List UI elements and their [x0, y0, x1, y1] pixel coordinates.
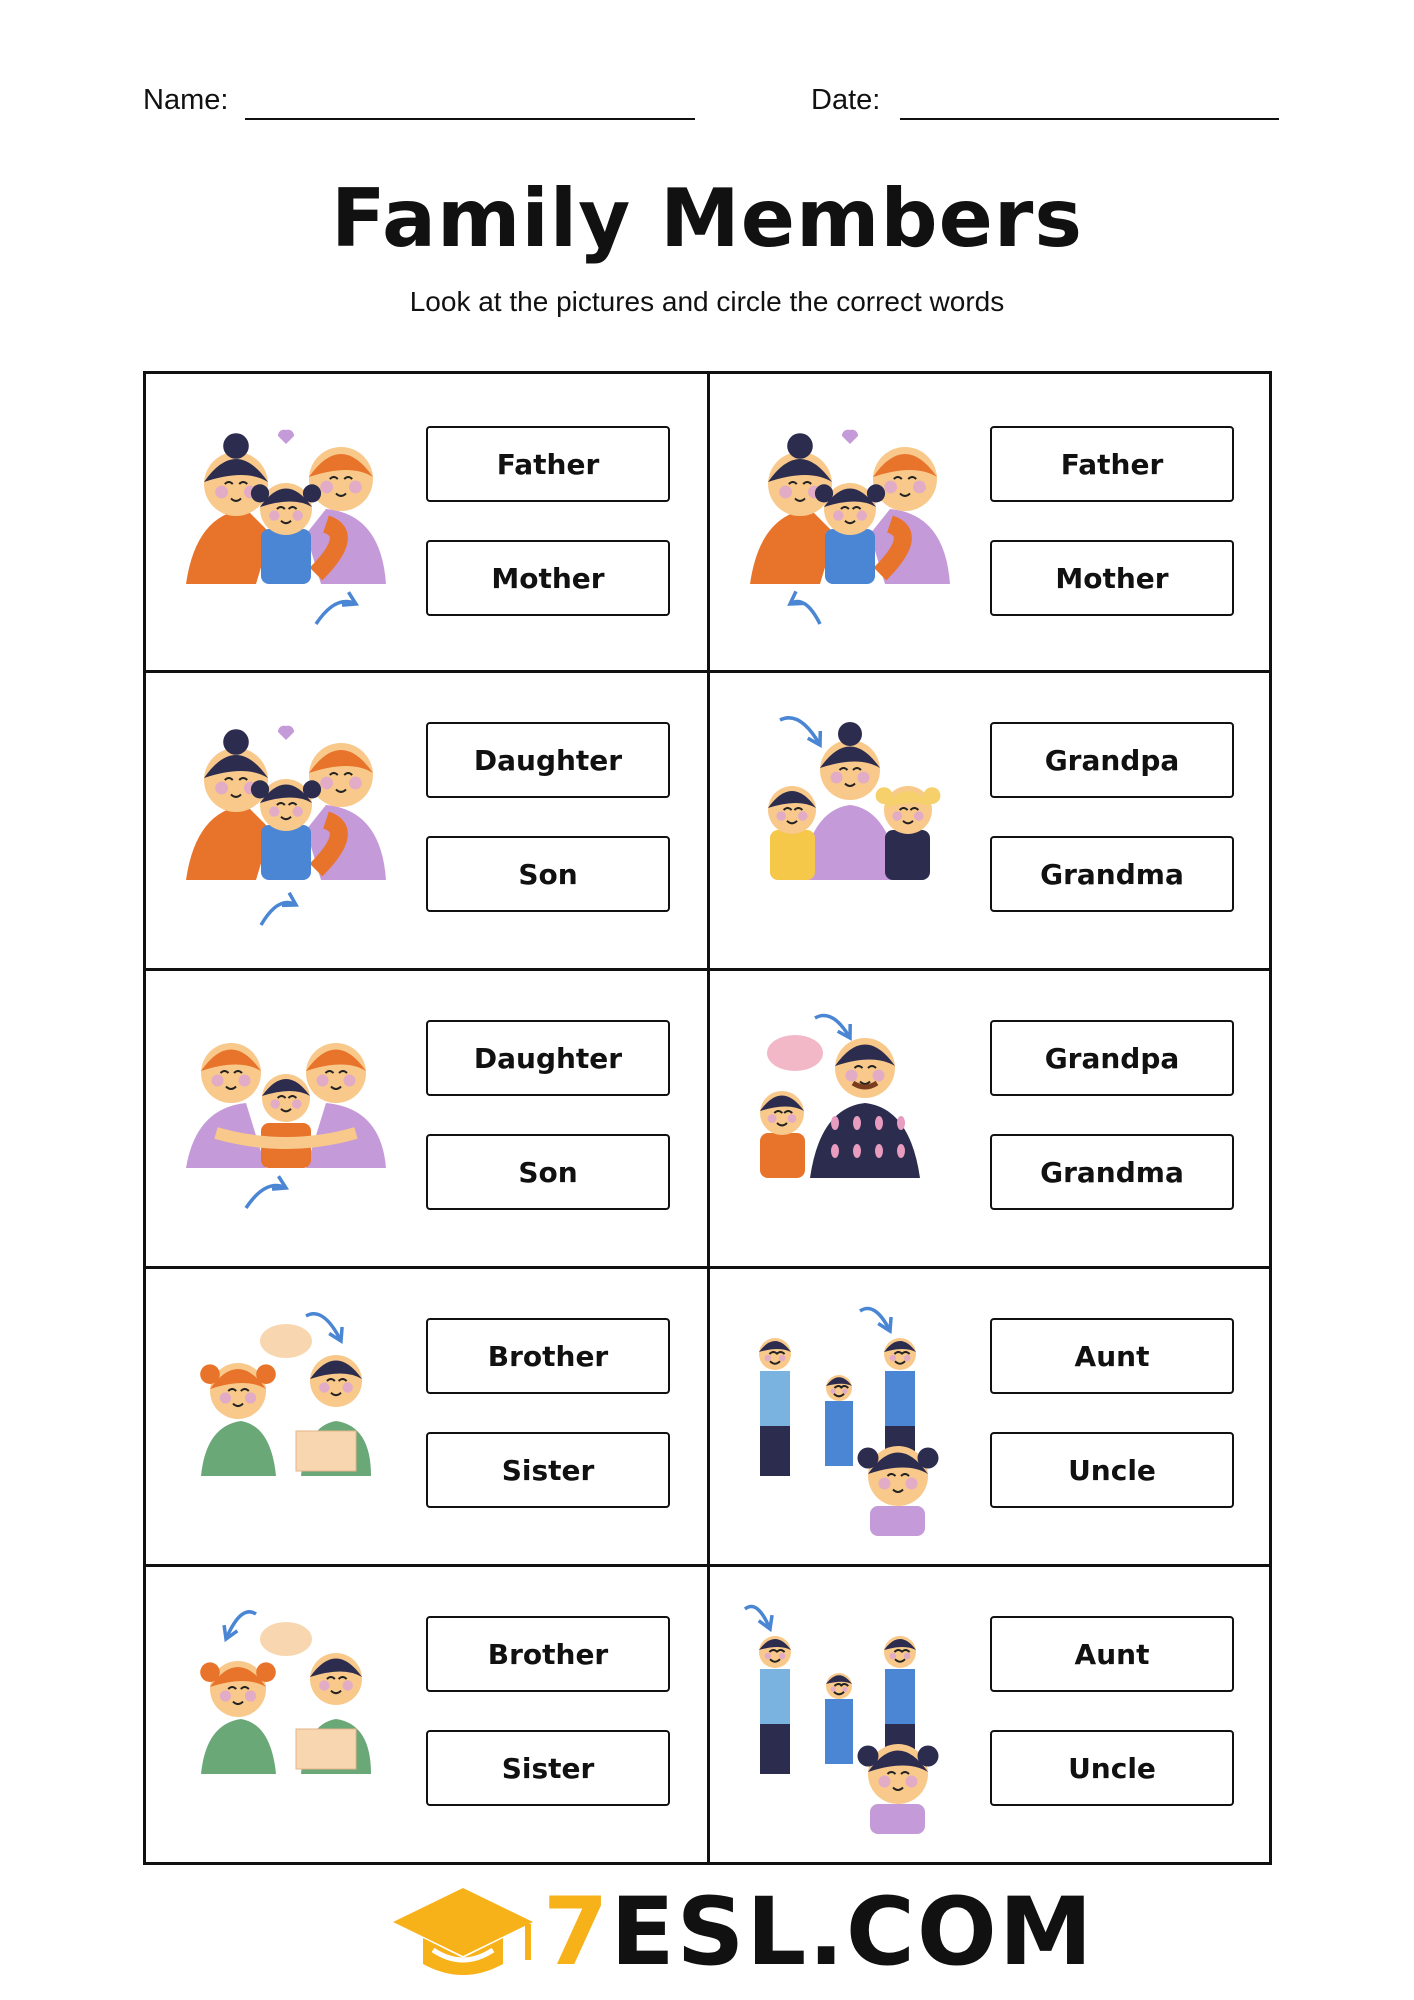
logo-text — [543, 1880, 1094, 1985]
family-illustration — [740, 710, 960, 940]
instructions: Look at the pictures and circle the correct words — [409, 286, 1005, 317]
family-illustration — [740, 1604, 960, 1834]
family-illustration — [740, 414, 960, 644]
date-label: Date: — [811, 84, 881, 116]
family-illustration — [176, 1008, 396, 1238]
word-option[interactable]: Grandma — [990, 836, 1234, 912]
word-option[interactable]: Father — [426, 426, 670, 502]
family-illustration — [176, 710, 396, 940]
family-illustration — [176, 1306, 396, 1536]
word-option[interactable]: Grandma — [990, 1134, 1234, 1210]
exercise-cell — [146, 670, 706, 966]
word-option[interactable]: Aunt — [990, 1318, 1234, 1394]
graduation-cap-icon — [388, 1880, 538, 1985]
word-option[interactable]: Son — [426, 836, 670, 912]
word-option[interactable]: Mother — [990, 540, 1234, 616]
exercise-cell — [710, 374, 1270, 670]
exercise-cell — [710, 1564, 1270, 1860]
exercise-cell — [710, 1266, 1270, 1562]
name-label: Name: — [143, 84, 229, 116]
name-field[interactable] — [245, 118, 695, 120]
word-option[interactable]: Daughter — [426, 1020, 670, 1096]
exercise-cell — [710, 670, 1270, 966]
word-option[interactable]: Son — [426, 1134, 670, 1210]
exercise-grid — [143, 371, 1272, 1865]
date-field[interactable] — [900, 118, 1279, 120]
word-option[interactable]: Sister — [426, 1730, 670, 1806]
word-option[interactable]: Brother — [426, 1318, 670, 1394]
word-option[interactable]: Father — [990, 426, 1234, 502]
family-illustration — [176, 414, 396, 644]
family-illustration — [740, 1008, 960, 1238]
exercise-cell — [146, 968, 706, 1264]
exercise-cell — [146, 1564, 706, 1860]
word-option[interactable]: Mother — [426, 540, 670, 616]
word-option[interactable]: Daughter — [426, 722, 670, 798]
exercise-cell — [146, 374, 706, 670]
word-option[interactable]: Grandpa — [990, 722, 1234, 798]
family-illustration — [740, 1306, 960, 1536]
page-title: Family Members — [331, 172, 1083, 265]
family-illustration — [176, 1604, 396, 1834]
word-option[interactable]: Sister — [426, 1432, 670, 1508]
brand-logo — [388, 1878, 1095, 1987]
word-option[interactable]: Brother — [426, 1616, 670, 1692]
exercise-cell — [710, 968, 1270, 1264]
logo-word: ESL.COM — [610, 1878, 1095, 1987]
word-option[interactable]: Uncle — [990, 1730, 1234, 1806]
logo-digit: 7 — [543, 1878, 611, 1987]
word-option[interactable]: Uncle — [990, 1432, 1234, 1508]
word-option[interactable]: Aunt — [990, 1616, 1234, 1692]
word-option[interactable]: Grandpa — [990, 1020, 1234, 1096]
exercise-cell — [146, 1266, 706, 1562]
